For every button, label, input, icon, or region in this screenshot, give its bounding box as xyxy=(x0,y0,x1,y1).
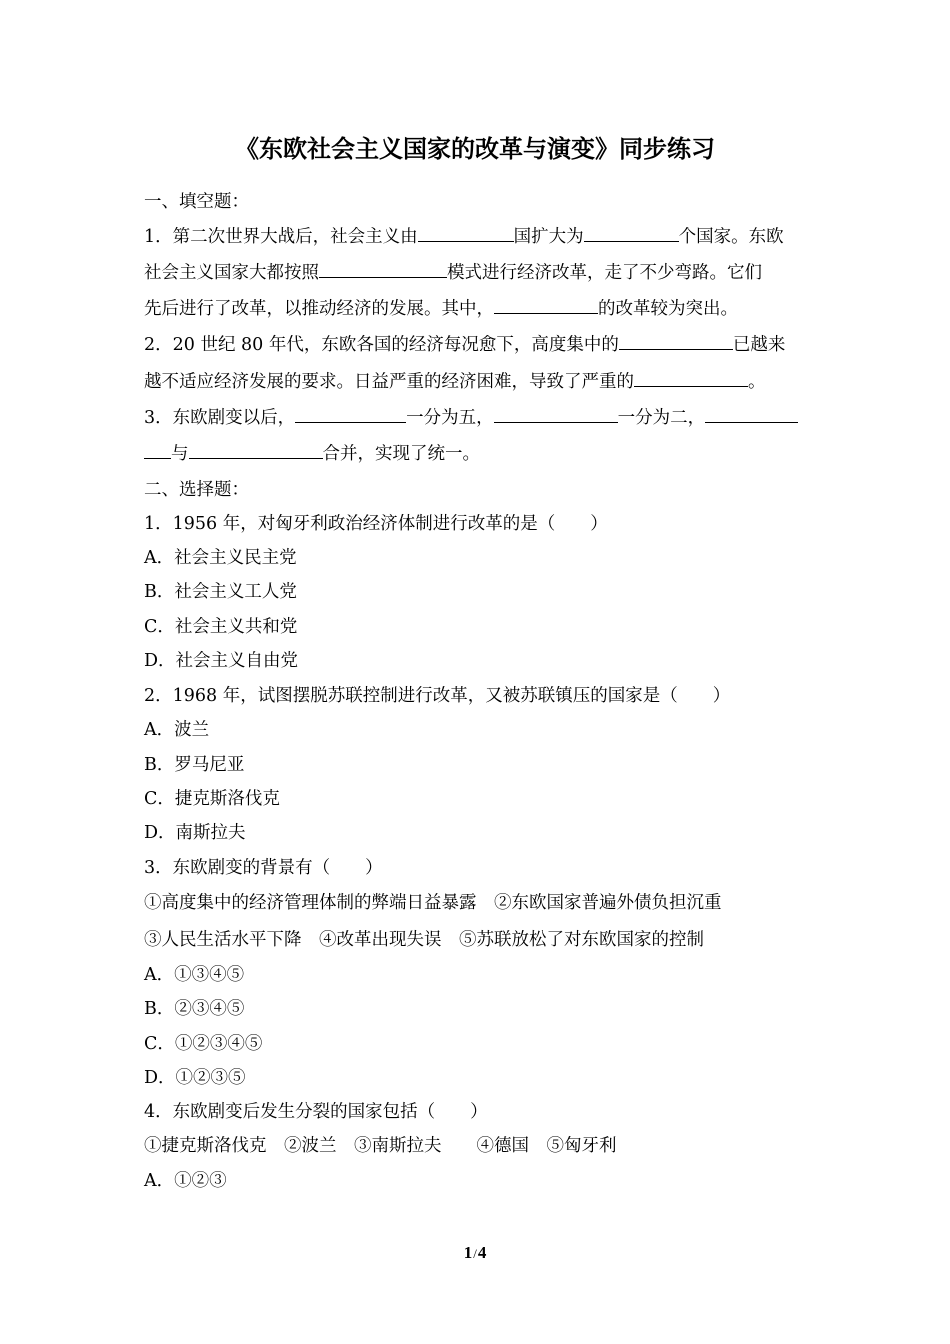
choice-q2-option-d[interactable]: D．南斯拉夫 xyxy=(144,823,246,843)
section-heading-fill-blank: 一、填空题： xyxy=(144,192,249,212)
choice-q3-option-b[interactable]: B．②③④⑤ xyxy=(144,999,245,1019)
text: 越不适应经济发展的要求。日益严重的经济困难，导致了严重的 xyxy=(144,372,634,392)
fill-q3-line2 xyxy=(144,440,809,467)
current-page: 1 xyxy=(463,1243,473,1262)
text: 一分为二， xyxy=(617,408,706,428)
fill-q1-line3 xyxy=(144,295,809,322)
choice-q4-items: ①捷克斯洛伐克 ②波兰 ③南斯拉夫 ④德国 ⑤匈牙利 xyxy=(144,1136,617,1156)
page-separator: / xyxy=(473,1246,477,1261)
answer-blank[interactable] xyxy=(144,440,171,459)
choice-q2-option-c[interactable]: C．捷克斯洛伐克 xyxy=(144,789,280,809)
answer-blank[interactable] xyxy=(494,295,598,314)
text: 的改革较为突出。 xyxy=(598,299,738,319)
choice-q3-items-line2: ③人民生活水平下降 ④改革出现失误 ⑤苏联放松了对东欧国家的控制 xyxy=(144,930,704,950)
choice-q1-stem: 1．1956 年，对匈牙利政治经济体制进行改革的是（ ） xyxy=(144,514,608,534)
text: 国扩大为 xyxy=(513,227,584,247)
text: 模式进行经济改革，走了不少弯路。它们 xyxy=(447,263,762,283)
text: 。 xyxy=(748,372,766,392)
choice-q3-items-line1: ①高度集中的经济管理体制的弊端日益暴露 ②东欧国家普遍外债负担沉重 xyxy=(144,893,722,913)
choice-q1-option-a[interactable]: A．社会主义民主党 xyxy=(144,548,297,568)
choice-q2-stem: 2．1968 年，试图摆脱苏联控制进行改革，又被苏联镇压的国家是（ ） xyxy=(144,686,731,706)
choice-q3-option-d[interactable]: D．①②③⑤ xyxy=(144,1068,246,1088)
fill-q2-line1 xyxy=(144,331,809,358)
answer-blank[interactable] xyxy=(494,404,618,423)
text: 个国家。东欧 xyxy=(678,227,784,247)
text: 已越来 xyxy=(732,335,786,355)
answer-blank[interactable] xyxy=(295,404,406,423)
answer-blank[interactable] xyxy=(319,259,447,278)
choice-q4-option-a[interactable]: A．①②③ xyxy=(144,1171,227,1191)
answer-blank[interactable] xyxy=(584,223,679,242)
choice-q3-option-c[interactable]: C．①②③④⑤ xyxy=(144,1034,263,1054)
text: 一分为五， xyxy=(406,408,494,428)
choice-q3-stem: 3．东欧剧变的背景有（ ） xyxy=(144,858,383,878)
answer-blank[interactable] xyxy=(189,440,323,459)
answer-blank[interactable] xyxy=(418,223,514,242)
text: 先后进行了改革，以推动经济的发展。其中， xyxy=(144,299,494,319)
text: 3．东欧剧变以后， xyxy=(144,408,296,428)
choice-q2-option-b[interactable]: B．罗马尼亚 xyxy=(144,755,245,775)
fill-q1-line2 xyxy=(144,259,809,286)
text: 2．20 世纪 80 年代，东欧各国的经济每况愈下，高度集中的 xyxy=(144,335,619,355)
text: 社会主义国家大都按照 xyxy=(144,263,319,283)
text: 1．第二次世界大战后，社会主义由 xyxy=(144,227,418,247)
choice-q4-stem: 4．东欧剧变后发生分裂的国家包括（ ） xyxy=(144,1102,488,1122)
section-heading-choice: 二、选择题： xyxy=(144,480,249,500)
document-title: 《东欧社会主义国家的改革与演变》同步练习 xyxy=(235,135,715,163)
choice-q2-option-a[interactable]: A．波兰 xyxy=(144,720,210,740)
text: 与 xyxy=(171,444,189,464)
choice-q3-option-a[interactable]: A．①③④⑤ xyxy=(144,965,245,985)
page-number xyxy=(0,1243,950,1263)
fill-q2-line2 xyxy=(144,368,809,395)
fill-q3-line1 xyxy=(144,404,809,431)
answer-blank[interactable] xyxy=(705,404,798,423)
answer-blank[interactable] xyxy=(634,368,748,387)
total-pages: 4 xyxy=(477,1243,487,1262)
choice-q1-option-b[interactable]: B．社会主义工人党 xyxy=(144,582,297,602)
choice-q1-option-d[interactable]: D．社会主义自由党 xyxy=(144,651,299,671)
choice-q1-option-c[interactable]: C．社会主义共和党 xyxy=(144,617,298,637)
text: 合并，实现了统一。 xyxy=(322,444,480,464)
answer-blank[interactable] xyxy=(619,331,733,350)
fill-q1-line1 xyxy=(144,223,809,250)
